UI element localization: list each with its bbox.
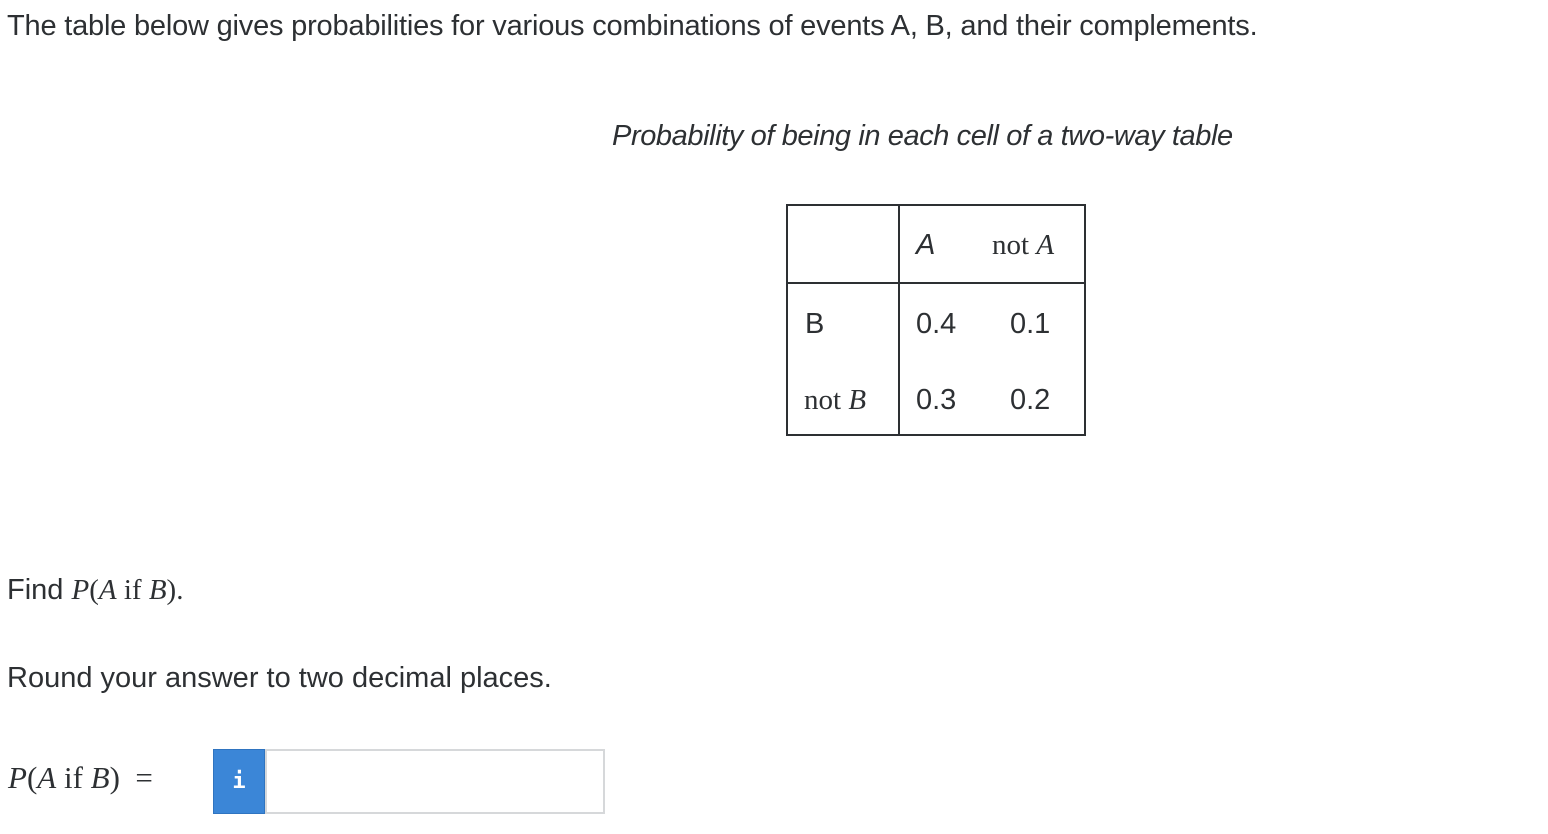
answer-label-p: P <box>8 760 27 795</box>
info-icon: i <box>232 769 246 794</box>
question-expression <box>71 574 183 606</box>
probability-table <box>786 204 1086 436</box>
answer-label-open: ( <box>26 760 38 795</box>
question-expression-b: B <box>148 574 167 606</box>
column-header-not-a <box>992 231 1054 260</box>
answer-label-equals: = <box>119 760 153 795</box>
answer-label <box>8 760 153 796</box>
column-header-not-a-var: A <box>1036 229 1055 261</box>
answer-label-close: ) <box>109 760 120 795</box>
cell-b-not-a: 0.1 <box>1010 308 1051 340</box>
question-expression-p: P <box>71 574 90 606</box>
question-expression-a: A <box>98 574 117 606</box>
column-header-a: A <box>916 229 936 261</box>
answer-input[interactable] <box>265 749 605 814</box>
question-expression-if: if <box>116 574 149 606</box>
row-header-not-b-var: B <box>848 384 867 416</box>
info-button[interactable] <box>213 749 265 814</box>
question-prefix: Find <box>7 574 72 606</box>
answer-label-b: B <box>90 760 110 795</box>
table-row-header-divider <box>898 206 900 434</box>
table-caption: Probability of being in each cell of a two-way table <box>612 120 1233 152</box>
cell-not-b-not-a: 0.2 <box>1010 384 1051 416</box>
row-header-not-b <box>804 386 866 415</box>
question-expression-close: ). <box>166 574 184 606</box>
row-header-b: B <box>805 308 825 340</box>
question-expression-open: ( <box>89 574 99 606</box>
rounding-instruction: Round your answer to two decimal places. <box>7 662 552 694</box>
question-text <box>7 574 183 607</box>
column-header-not-a-prefix: not <box>992 229 1037 261</box>
answer-label-if: if <box>56 760 91 795</box>
cell-not-b-a: 0.3 <box>916 384 957 416</box>
answer-label-a: A <box>37 760 57 795</box>
cell-b-a: 0.4 <box>916 308 957 340</box>
row-header-not-b-prefix: not <box>804 384 849 416</box>
table-header-divider <box>788 282 1084 284</box>
intro-text: The table below gives probabilities for various combinations of events A, B, and their complements. <box>7 10 1258 42</box>
